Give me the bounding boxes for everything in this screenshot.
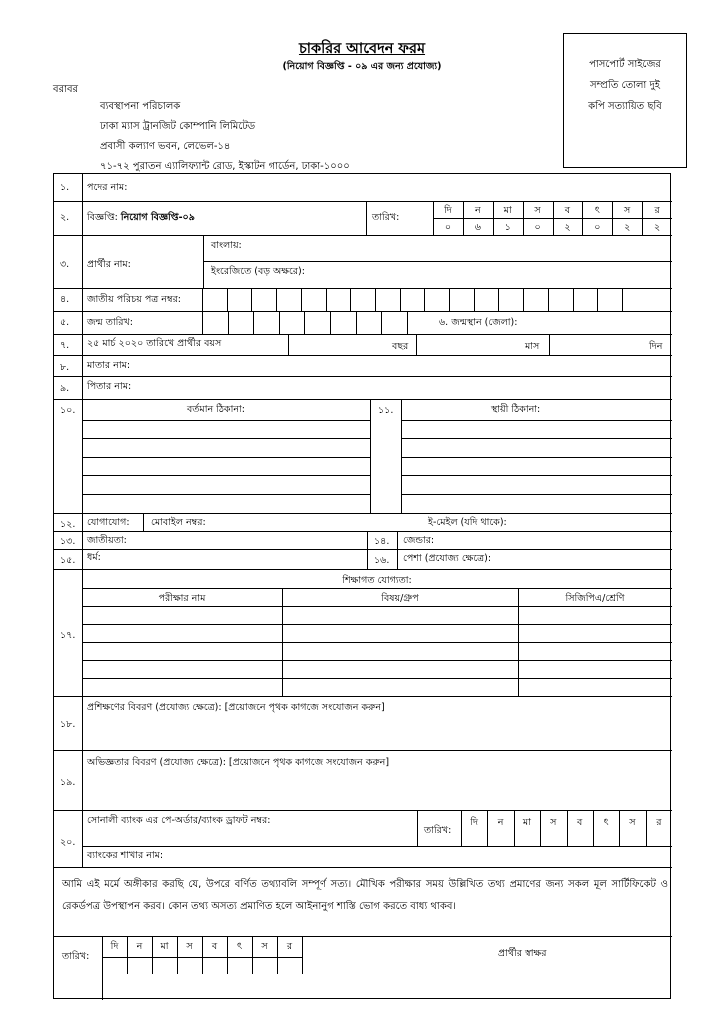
nid-label: জাতীয় পরিচয় পত্র নম্বর: (87, 294, 181, 305)
date-head: ৎ (603, 817, 609, 828)
footer-date-label: তারিখ: (62, 951, 90, 962)
gender-field[interactable]: জেন্ডার: (403, 535, 435, 546)
subject-header: বিষয়/গ্রুপ (381, 593, 419, 604)
date-head: ব (564, 205, 571, 216)
date-digit: ০ (594, 222, 601, 233)
date-digit: ২ (564, 222, 571, 233)
date-head: র (654, 205, 660, 216)
mother-name-field[interactable]: মাতার নাম: (87, 360, 131, 371)
date-head: র (286, 941, 293, 952)
form-subtitle: (নিয়োগ বিজ্ঞপ্তি - ০৯ এর জন্য প্রযোজ্য) (282, 61, 442, 72)
date-head: স (261, 941, 268, 952)
age-month: মাস (525, 341, 540, 352)
address-block: ব্যবস্থাপনা পরিচালক ঢাকা ম্যাস ট্রানজিট কোম্পানি লিমিটেড প্রবাসী কল্যাণ ভবন, লেভেল-১৪ ৭১-৭২ পুরাতন এ্যালিফ্যান্ট রোড, ইস্কাটন গার্ডেন, ঢাকা-১০০০ (100, 101, 350, 172)
bank-branch-field[interactable]: ব্যাংকের শাখার নাম: (87, 850, 164, 861)
permanent-address-label: স্থায়ী ঠিকানা: (491, 404, 541, 415)
applicant-signature: প্রার্থীর স্বাক্ষর (498, 948, 547, 959)
photo-box[interactable]: পাসপোর্ট সাইজের সম্প্রতি তোলা দুই কপি সত্যায়িত ছবি (563, 33, 687, 168)
date-digit: ২ (624, 222, 631, 233)
cgpa-header: সিজিপিএ/শ্রেণি (565, 593, 625, 604)
date-head: ন (497, 817, 504, 828)
date-head: দি (110, 941, 119, 952)
training-field[interactable]: প্রশিক্ষণের বিবরণ (প্রযোজ্য ক্ষেত্রে): [প্রয়োজনে পৃথক কাগজে সংযোজন করুন] (87, 702, 385, 713)
date-head: ব (577, 817, 583, 828)
date-head: স (550, 817, 557, 828)
mobile-field[interactable]: মোবাইল নম্বর: (151, 517, 206, 528)
date-head: মা (503, 205, 512, 216)
present-address-label: বর্তমান ঠিকানা: (187, 404, 245, 415)
circular-date-label: তারিখ: (372, 212, 400, 223)
nationality-field[interactable]: জাতীয়তা: (87, 535, 127, 546)
declaration-text: আমি এই মর্মে অঙ্গীকার করছি যে, উপরে বর্ণিত তথ্যাবলি সম্পূর্ণ সত্য। মৌখিক পরীক্ষার সময় উল্লিখিত তথ্য প্রমাণের জন্য সকল মূল সার্টিফিকেট ও রেকর্ডপত্র উপস্থাপন করব। কোন তথ্য অসত্য প্রমাণিত হলে আইনানুগ শাস্তি ভোগ করতে বাধ্য থাকব। (62, 879, 668, 912)
email-field[interactable]: ই-মেইল (যদি থাকে): (428, 517, 507, 528)
circular-label: বিজ্ঞপ্তি: নিয়োগ বিজ্ঞপ্তি-০৯ (87, 212, 195, 223)
birthplace-field[interactable]: ৬. জন্মস্থান (জেলা): (439, 317, 518, 328)
date-head: ৎ (236, 941, 243, 952)
date-digit: ১ (504, 222, 511, 233)
age-year: বছর (392, 341, 409, 352)
name-bangla-field[interactable]: বাংলায়: (211, 240, 242, 251)
exam-name-header: পরীক্ষার নাম (158, 593, 206, 604)
date-head: দি (470, 817, 479, 828)
religion-field[interactable]: ধর্ম: (87, 552, 101, 563)
form-title: চাকরির আবেদন ফরম (298, 41, 426, 57)
dob-label: জন্ম তারিখ: (87, 317, 133, 328)
name-english-field[interactable]: ইংরেজিতে (বড় অক্ষরে): (211, 266, 305, 277)
payorder-date-label: তারিখ: (424, 825, 452, 836)
date-digit: ৬ (474, 222, 481, 233)
post-name-label: পদের নাম: (87, 182, 128, 193)
payorder-field[interactable]: সোনালী ব্যাংক এর পে-অর্ডার/ব্যাংক ড্রাফট নম্বর: (87, 815, 271, 826)
date-head: ন (136, 941, 143, 952)
contact-label: যোগাযোগ: (87, 517, 130, 528)
date-head: স (624, 205, 631, 216)
age-label: ২৫ মার্চ ২০২০ তারিখে প্রার্থীর বয়স (87, 338, 222, 349)
application-form: ১. পদের নাম: ২. বিজ্ঞপ্তি: নিয়োগ বিজ্ঞপ্তি-০৯ তারিখ: দি ন মা স ব ৎ স র ০ ৬ ১ ০ ২ ০ ২ ২ ৩. প্রার্থীর নাম: বাংলায়: ইংরেজিতে (বড় অক্ষরে): ৪. জাতীয় পরিচয় পত্র নম্বর: ৫. জন্ম তারিখ: ৬. জন্মস্থান (জেলা): ৭. ২৫ মার্চ ২০২০ তারিখে প্রার্থীর বয়স বছর মাস দিন ৮. মাতার নাম: ৯. পিতার নাম: ১০. বর্তমান ঠিকানা: ১১. স্থায়ী ঠিকানা: ১২. যোগাযোগ: মোবাইল নম্বর: ই-মেইল (যদি থাকে): ১৩. জাতীয়তা: ১৪. জেন্ডার: ১৫. ধর্ম: ১৬. পেশা (প্রযোজ্য ক্ষেত্রে): ১৭. শিক্ষাগত যোগ্যতা: পরীক্ষার নাম বিষয়/গ্রুপ সিজিপিএ/শ্রেণি ১৮. প্রশিক্ষণের বিবরণ (প্রযোজ্য ক্ষেত্রে): [প্রয়োজনে পৃথক কাগজে সংযোজন করুন] ১৯. অভিজ্ঞতার বিবরণ (প্রযোজ্য ক্ষেত্রে): [প্রয়োজনে পৃথক কাগজে সংযোজন করুন] ২০. সোনালী ব্যাংক এর পে-অর্ডার/ব্যাংক ড্রাফট নম্বর: তারিখ: দি ন মা স ব ৎ স র ব্যাংকের শাখার নাম: আমি এই মর্মে অঙ্গীকার করছি যে, উপরে বর্ণিত তথ্যাবলি সম্পূর্ণ সত্য। মৌখিক পরীক্ষার সময় উল্লিখিত তথ্য প্রমাণের জন্য সকল মূল সার্টিফিকেট ও রেকর্ডপত্র উপস্থাপন করব। কোন তথ্য অসত্য প্রমাণিত হলে আইনানুগ শাস্তি ভোগ করতে বাধ্য থাকব। তারিখ: দি ন মা স ব ৎ স র প্রার্থীর স্বাক্ষর (53, 173, 671, 999)
date-head: ব (211, 941, 218, 952)
date-digit: ২ (653, 222, 661, 233)
father-name-field[interactable]: পিতার নাম: (87, 381, 132, 392)
date-head: স (629, 817, 636, 828)
occupation-field[interactable]: পেশা (প্রযোজ্য ক্ষেত্রে): (403, 553, 492, 564)
experience-field[interactable]: অভিজ্ঞতার বিবরণ (প্রযোজ্য ক্ষেত্রে): [প্রয়োজনে পৃথক কাগজে সংযোজন করুন] (87, 757, 390, 768)
row-num: ১. (60, 182, 70, 193)
date-head: স (534, 205, 541, 216)
applicant-name-label: প্রার্থীর নাম: (87, 259, 131, 270)
date-head: স (186, 941, 193, 952)
date-head: মা (522, 817, 531, 828)
to-label: বরাবর (53, 84, 79, 95)
date-head: মা (160, 941, 169, 952)
date-head: ৎ (594, 205, 600, 216)
date-head: দি (444, 205, 452, 216)
age-day: দিন (649, 341, 663, 352)
education-label: শিক্ষাগত যোগ্যতা: (342, 575, 412, 586)
date-digit: ০ (534, 222, 541, 233)
date-head: র (656, 817, 662, 828)
date-head: ন (474, 205, 481, 216)
date-digit: ০ (444, 222, 452, 233)
